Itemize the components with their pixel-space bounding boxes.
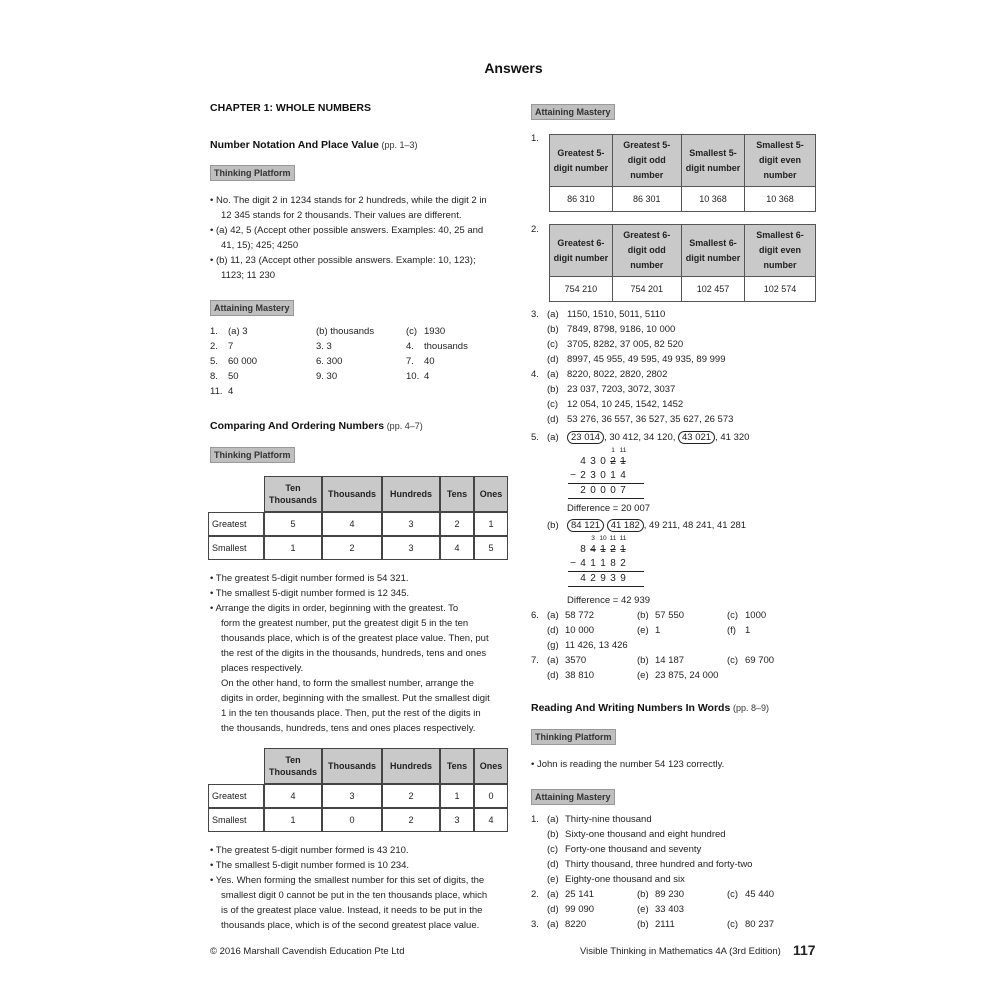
section-title: Number Notation And Place Value <box>210 139 379 151</box>
text-line: The smallest 5-digit number formed is 10 234. <box>215 860 410 871</box>
bullet-line: • (a) 42, 5 (Accept other possible answers. Examples: 40, 25 and <box>210 225 484 236</box>
sub-label: (a) <box>547 655 559 666</box>
table-cell: 3 <box>382 536 440 560</box>
attaining-mastery-label: Attaining Mastery <box>531 104 615 120</box>
section-title: Comparing And Ordering Numbers <box>210 420 385 432</box>
row-label: Smallest <box>208 808 264 832</box>
section-heading-reading <box>531 702 769 714</box>
text-line: No. The digit 2 in 1234 stands for 2 hundreds, while the digit 2 in <box>215 195 487 206</box>
crossed-digit: 1 <box>600 544 606 555</box>
crossed-digit: 1 <box>620 456 626 467</box>
question-number: 6. <box>531 610 539 621</box>
answer-value: 4 <box>424 371 430 382</box>
text-line: Arrange the digits in order, beginning with the greatest. To <box>215 603 459 614</box>
table-cell: 10 368 <box>745 187 816 212</box>
table-cell: 5 <box>264 512 322 536</box>
digit: 8 <box>610 558 616 569</box>
answer-value: 7 <box>228 341 234 352</box>
sub-label: (a) <box>547 919 559 930</box>
digit: 1 <box>590 558 596 569</box>
sub-label: (b) <box>547 384 559 395</box>
circled-number: 41 182 <box>607 519 644 532</box>
text-line: 12 345 stands for 2 thousands. Their values are different. <box>221 210 462 221</box>
rule-line <box>568 586 644 587</box>
copyright-text: © 2016 Marshall Cavendish Education Pte Ltd <box>210 946 405 957</box>
digit: 4 <box>580 558 586 569</box>
answer-value: 50 <box>228 371 239 382</box>
table-header: Greatest 5-digit number <box>550 135 613 187</box>
answer-value: 40 <box>424 356 435 367</box>
table-cell: 4 <box>322 512 382 536</box>
digit-table-1 <box>549 134 816 212</box>
page-range: (pp. 1–3) <box>381 140 418 150</box>
digit: 9 <box>620 573 626 584</box>
table-cell: 754 201 <box>612 277 681 302</box>
sub-label: (c) <box>727 610 739 621</box>
bullet-line: • The greatest 5-digit number formed is 43 210. <box>210 845 409 856</box>
answer-value: 69 700 <box>745 655 775 666</box>
answer-number: 4. <box>406 341 414 352</box>
row-label: Greatest <box>208 512 264 536</box>
answer-value: 10 000 <box>565 625 595 636</box>
answer-value: 60 000 <box>228 356 258 367</box>
bullet-line: • The smallest 5-digit number formed is 12 345. <box>210 588 410 599</box>
result-row <box>568 484 644 498</box>
table-header: Smallest 5-digit even number <box>745 135 816 187</box>
comparing-explanation-1 <box>210 571 510 741</box>
questions-6-7 <box>531 608 821 688</box>
answer-value: 1 <box>655 625 661 636</box>
sub-label: (a) <box>547 610 559 621</box>
table-header: Smallest 6-digit even number <box>745 225 816 277</box>
section-heading-notation <box>210 139 417 151</box>
answer-number: 10. <box>406 371 420 382</box>
table-header: Smallest 5-digit number <box>681 135 744 187</box>
table-row <box>550 277 816 302</box>
minus-sign: − <box>570 470 576 481</box>
table-header: Greatest 6-digit number <box>550 225 613 277</box>
crossed-digit: 2 <box>610 456 616 467</box>
table-header-row <box>208 476 508 512</box>
table-cell: 2 <box>440 512 474 536</box>
sub-label: (g) <box>547 640 559 651</box>
digit: 2 <box>590 573 596 584</box>
table-cell: 86 310 <box>550 187 613 212</box>
text-line: On the other hand, to form the smallest number, arrange the <box>221 678 474 689</box>
answer-value: 9. 30 <box>316 371 338 382</box>
answer-number: 2. <box>210 341 218 352</box>
sub-label: (a) <box>547 814 559 825</box>
sub-label: (a) <box>547 432 559 443</box>
minuend-row <box>568 543 644 557</box>
sub-label: (d) <box>547 625 559 636</box>
text-line: Yes. When forming the smallest number for this set of digits, the <box>215 875 485 886</box>
answer-value: 11 426, 13 426 <box>565 640 628 651</box>
thinking-platform-label: Thinking Platform <box>210 165 295 181</box>
table-cell: 86 301 <box>612 187 681 212</box>
text-line: John is reading the number 54 123 correctly. <box>536 759 725 770</box>
answer-value: 57 550 <box>655 610 685 621</box>
answer-value: 80 237 <box>745 919 775 930</box>
answer-value: 23 037, 7203, 3072, 3037 <box>567 384 676 395</box>
text-line: 41, 15); 425; 4250 <box>221 240 299 251</box>
digit: 4 <box>580 456 586 467</box>
table-cell: 1 <box>264 536 322 560</box>
table-cell: 1 <box>440 784 474 808</box>
sub-label: (b) <box>637 889 649 900</box>
subtrahend-row <box>568 469 644 483</box>
sub-label: (b) <box>637 655 649 666</box>
header-hundreds: Hundreds <box>382 748 440 784</box>
header-tens: Tens <box>440 748 474 784</box>
sub-label: (e) <box>637 670 649 681</box>
table-cell: 4 <box>474 808 508 832</box>
sub-label: (b) <box>547 520 559 531</box>
answer-value: 1000 <box>745 610 767 621</box>
answer-value: thousands <box>424 341 468 352</box>
answer-value: 3705, 8282, 37 005, 82 520 <box>567 339 684 350</box>
text-line: digits in order, beginning with the smallest. Put the smallest digit <box>221 693 490 704</box>
place-value-table-2 <box>208 748 508 832</box>
table-cell: 10 368 <box>681 187 744 212</box>
carry-row <box>568 446 644 455</box>
text-line: (a) 42, 5 (Accept other possible answers. Examples: 40, 25 and <box>215 225 484 236</box>
digit: 2 <box>580 485 586 496</box>
sub-label: (c) <box>727 919 739 930</box>
thinking-platform-label: Thinking Platform <box>531 729 616 745</box>
table-header: Greatest 5-digit odd number <box>612 135 681 187</box>
carry-digit: 3 <box>591 535 595 542</box>
answer-value <box>567 430 749 445</box>
minus-sign: − <box>570 558 576 569</box>
carry-digit: 11 <box>619 447 627 454</box>
answer-value: 45 440 <box>745 889 775 900</box>
chapter-heading: CHAPTER 1: WHOLE NUMBERS <box>210 102 372 114</box>
header-ones: Ones <box>474 748 508 784</box>
header-hundreds: Hundreds <box>382 476 440 512</box>
sub-label: (c) <box>547 339 559 350</box>
digit: 0 <box>600 470 606 481</box>
digit: 1 <box>610 470 616 481</box>
answer-number: 8. <box>210 371 218 382</box>
ordering-answers <box>531 307 821 432</box>
text-line: the rest of the digits in the thousands, hundreds, tens and ones <box>221 648 487 659</box>
bullet-line: • Yes. When forming the smallest number for this set of digits, the <box>210 875 485 886</box>
bullet-line: • (b) 11, 23 (Accept other possible answers. Example: 10, 123); <box>210 255 476 266</box>
digit: 3 <box>610 573 616 584</box>
digit: 0 <box>590 485 596 496</box>
table-cell: 4 <box>440 536 474 560</box>
bullet-line: • The smallest 5-digit number formed is 10 234. <box>210 860 410 871</box>
crossed-digit: 2 <box>610 544 616 555</box>
text-line: The greatest 5-digit number formed is 54 321. <box>215 573 409 584</box>
answer-value <box>567 518 746 533</box>
answer-value: 89 230 <box>655 889 685 900</box>
answer-number: 5. <box>210 356 218 367</box>
answer-number: (c) <box>406 326 418 337</box>
answer-value: 23 875, 24 000 <box>655 670 719 681</box>
question-number: 1. <box>531 814 539 825</box>
answer-value: 25 141 <box>565 889 595 900</box>
table-cell: 2 <box>322 536 382 560</box>
sub-label: (d) <box>547 859 559 870</box>
table-cell: 3 <box>322 784 382 808</box>
table-cell: 3 <box>382 512 440 536</box>
sub-label: (a) <box>547 309 559 320</box>
carry-digit: 11 <box>609 535 617 542</box>
table-cell: 3 <box>440 808 474 832</box>
carry-digit: 10 <box>599 535 607 542</box>
sub-label: (b) <box>547 324 559 335</box>
table-cell: 2 <box>382 808 440 832</box>
subtrahend-row <box>568 557 644 571</box>
question-number: 3. <box>531 309 539 320</box>
table-row <box>208 512 508 536</box>
text-line: 1 in the ten thousands place. Then, put the rest of the digits in <box>221 708 481 719</box>
table-header: Greatest 6-digit odd number <box>612 225 681 277</box>
sub-label: (c) <box>727 889 739 900</box>
answer-value: 4 <box>228 386 234 397</box>
digit: 2 <box>580 470 586 481</box>
answer-value: 38 810 <box>565 670 595 681</box>
subtraction-working-a <box>568 446 644 499</box>
blank-cell <box>208 748 264 784</box>
text-line: thousands place, which is of the second greatest place value. <box>221 920 480 931</box>
row-label: Smallest <box>208 536 264 560</box>
answer-value: 53 276, 36 557, 36 527, 35 627, 26 573 <box>567 414 734 425</box>
attaining-mastery-label: Attaining Mastery <box>531 789 615 805</box>
digit: 4 <box>620 470 626 481</box>
result-row <box>568 572 644 586</box>
carry-row <box>568 534 644 543</box>
table-cell: 754 210 <box>550 277 613 302</box>
sub-label: (a) <box>547 889 559 900</box>
text-line: (b) 11, 23 (Accept other possible answers. Example: 10, 123); <box>215 255 476 266</box>
sub-label: (f) <box>727 625 736 636</box>
text-fragment: , 49 211, 48 241, 41 281 <box>643 520 747 531</box>
sub-label: (e) <box>637 625 649 636</box>
answer-value: 99 090 <box>565 904 595 915</box>
question-5-block <box>531 430 821 610</box>
digit: 0 <box>600 485 606 496</box>
bullet-line: • No. The digit 2 in 1234 stands for 2 hundreds, while the digit 2 in <box>210 195 487 206</box>
digit: 4 <box>580 573 586 584</box>
blank-cell <box>208 476 264 512</box>
difference-text: Difference = 20 007 <box>567 503 651 514</box>
header-ones: Ones <box>474 476 508 512</box>
digit: 3 <box>590 456 596 467</box>
answer-value: 8220, 8022, 2820, 2802 <box>567 369 668 380</box>
sub-label: (d) <box>547 904 559 915</box>
carry-digit: 11 <box>619 535 627 542</box>
text-line: is of the greatest place value. Instead, it needs to be put in the <box>221 905 483 916</box>
text-line: 1123; 11 230 <box>221 270 276 281</box>
header-thousands: Thousands <box>322 476 382 512</box>
table-header-row <box>550 225 816 277</box>
digit: 0 <box>600 456 606 467</box>
section-heading-comparing <box>210 420 423 432</box>
text-line: The smallest 5-digit number formed is 12 345. <box>215 588 410 599</box>
bullet-line: • John is reading the number 54 123 correctly. <box>531 759 725 770</box>
question-number: 5. <box>531 432 539 443</box>
answer-value: (b) thousands <box>316 326 375 337</box>
mastery-answers-grid <box>210 324 510 404</box>
bullet-line: • Arrange the digits in order, beginning with the greatest. To <box>210 603 459 614</box>
digit: 8 <box>580 544 586 555</box>
answer-value: 3570 <box>565 655 587 666</box>
table-row <box>208 808 508 832</box>
text-line: smallest digit 0 cannot be put in the ten thousands place, which <box>221 890 488 901</box>
circled-number: 23 014 <box>567 431 604 444</box>
sub-label: (a) <box>547 369 559 380</box>
question-number: 1. <box>531 133 539 144</box>
sub-label: (d) <box>547 354 559 365</box>
text-line: places respectively. <box>221 663 304 674</box>
answer-value: Thirty-nine thousand <box>565 814 652 825</box>
text-line: thousands place, which is of the greatest place value. Then, put <box>221 633 489 644</box>
row-label: Greatest <box>208 784 264 808</box>
page-number: 117 <box>793 942 816 958</box>
header-thousands: Thousands <box>322 748 382 784</box>
sub-label: (d) <box>547 670 559 681</box>
digit: 3 <box>590 470 596 481</box>
answer-number: 1. <box>210 326 218 337</box>
table-cell: 0 <box>322 808 382 832</box>
sub-label: (b) <box>637 610 649 621</box>
digit: 7 <box>620 485 626 496</box>
table-header-row <box>208 748 508 784</box>
table-row <box>550 187 816 212</box>
page-range: (pp. 4–7) <box>386 421 423 431</box>
answer-value: Sixty-one thousand and eight hundred <box>565 829 726 840</box>
answer-value: (a) 3 <box>228 326 248 337</box>
table-cell: 1 <box>264 808 322 832</box>
text-line: the thousands, hundreds, tens and ones places respectively. <box>221 723 476 734</box>
answer-value: 7849, 8798, 9186, 10 000 <box>567 324 676 335</box>
answer-value: 1930 <box>424 326 446 337</box>
digit-table-2 <box>549 224 816 302</box>
answer-value: 33 403 <box>655 904 685 915</box>
thinking-platform-label: Thinking Platform <box>210 447 295 463</box>
comparing-explanation-2 <box>210 843 510 938</box>
answer-value: 12 054, 10 245, 1542, 1452 <box>567 399 684 410</box>
sub-label: (d) <box>547 414 559 425</box>
words-answers <box>531 812 821 937</box>
circled-number: 84 121 <box>567 519 604 532</box>
table-row <box>208 536 508 560</box>
answer-number: 7. <box>406 356 414 367</box>
sub-label: (e) <box>547 874 559 885</box>
rule-line <box>568 498 644 499</box>
page-title: Answers <box>484 60 543 76</box>
question-number: 7. <box>531 655 539 666</box>
answer-value: Thirty thousand, three hundred and forty-two <box>565 859 753 870</box>
circled-number: 43 021 <box>678 431 715 444</box>
answer-number: 11. <box>210 386 223 397</box>
table-cell: 1 <box>474 512 508 536</box>
text-fragment: , 30 412, 34 120, <box>604 432 676 443</box>
attaining-mastery-label: Attaining Mastery <box>210 300 294 316</box>
page-range: (pp. 8–9) <box>732 703 769 713</box>
digit: 2 <box>620 558 626 569</box>
crossed-digit: 4 <box>590 544 596 555</box>
answer-value: 8220 <box>565 919 587 930</box>
question-number: 2. <box>531 224 539 235</box>
sub-label: (c) <box>547 399 559 410</box>
answer-value: 1 <box>745 625 751 636</box>
header-ten-thousands: Ten Thousands <box>264 476 322 512</box>
book-title: Visible Thinking in Mathematics 4A (3rd Edition) <box>580 946 781 957</box>
digit: 9 <box>600 573 606 584</box>
section-title: Reading And Writing Numbers In Words <box>531 702 731 714</box>
question-number: 2. <box>531 889 539 900</box>
answer-value: 2111 <box>655 919 675 930</box>
table-header: Smallest 6-digit number <box>681 225 744 277</box>
table-header-row <box>550 135 816 187</box>
digit: 0 <box>610 485 616 496</box>
answer-value: Eighty-one thousand and six <box>565 874 685 885</box>
difference-text: Difference = 42 939 <box>567 595 651 606</box>
text-line: The greatest 5-digit number formed is 43 210. <box>215 845 409 856</box>
text-fragment: , 41 320 <box>715 432 750 443</box>
question-number: 4. <box>531 369 539 380</box>
subtraction-working-b <box>568 534 644 587</box>
table-cell: 5 <box>474 536 508 560</box>
answer-value: 8997, 45 955, 49 595, 49 935, 89 999 <box>567 354 726 365</box>
question-number: 3. <box>531 919 539 930</box>
table-cell: 102 574 <box>745 277 816 302</box>
bullet-line: • The greatest 5-digit number formed is 54 321. <box>210 573 409 584</box>
table-cell: 0 <box>474 784 508 808</box>
answer-value: 58 772 <box>565 610 595 621</box>
sub-label: (c) <box>547 844 559 855</box>
digit: 1 <box>600 558 606 569</box>
sub-label: (c) <box>727 655 739 666</box>
text-line: form the greatest number, put the greatest digit 5 in the ten <box>221 618 469 629</box>
table-cell: 4 <box>264 784 322 808</box>
answer-value: 6. 300 <box>316 356 343 367</box>
carry-digit: 1 <box>611 447 615 454</box>
sub-label: (e) <box>637 904 649 915</box>
sub-label: (b) <box>637 919 649 930</box>
place-value-table-1 <box>208 476 508 560</box>
answer-value: 14 187 <box>655 655 685 666</box>
sub-label: (b) <box>547 829 559 840</box>
table-cell: 2 <box>382 784 440 808</box>
header-tens: Tens <box>440 476 474 512</box>
header-ten-thousands: Ten Thousands <box>264 748 322 784</box>
minuend-row <box>568 455 644 469</box>
answer-value: Forty-one thousand and seventy <box>565 844 702 855</box>
answer-value: 1150, 1510, 5011, 5110 <box>567 309 666 320</box>
table-row <box>208 784 508 808</box>
answer-value: 3. 3 <box>316 341 332 352</box>
crossed-digit: 1 <box>620 544 626 555</box>
table-cell: 102 457 <box>681 277 744 302</box>
